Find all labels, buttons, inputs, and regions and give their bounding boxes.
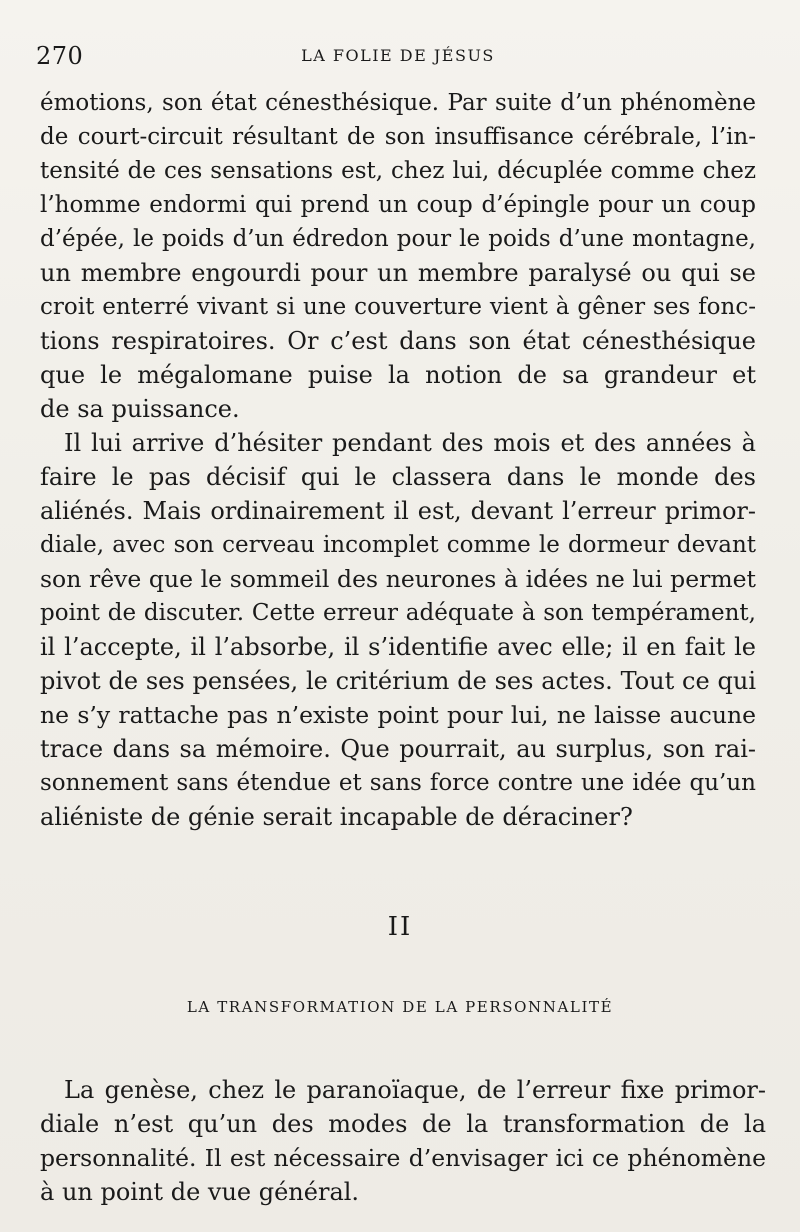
text-line: à un point de vue général. xyxy=(40,1178,360,1206)
text-line: personnalité. Il est nécessaire d’envisager ici ce phénomène xyxy=(40,1144,766,1172)
text-line: tensité de ces sensations est, chez lui, décuplée comme chez xyxy=(40,158,756,184)
body-text-part1 xyxy=(40,86,756,834)
body-text-part2 xyxy=(40,1073,766,1209)
page-header xyxy=(36,42,760,72)
text-line: aliénés. Mais ordinairement il est, devant l’erreur primor- xyxy=(40,497,756,525)
text-line: l’homme endormi qui prend un coup d’épingle pour un coup xyxy=(40,192,756,218)
text-line: que le mégalomane puise la notion de sa grandeur et xyxy=(40,361,756,389)
running-title: LA FOLIE DE JÉSUS xyxy=(301,46,495,65)
text-line: il l’accepte, il l’absorbe, il s’identifie avec elle; il en fait le xyxy=(40,633,756,661)
text-line: émotions, son état cénesthésique. Par suite d’un phénomène xyxy=(40,90,756,116)
text-line: aliéniste de génie serait incapable de déraciner? xyxy=(40,803,633,831)
text-line: point de discuter. Cette erreur adéquate à son tempérament, xyxy=(40,600,756,626)
text-line: faire le pas décisif qui le classera dans le monde des xyxy=(40,463,756,491)
text-line: diale n’est qu’un des modes de la transformation de la xyxy=(40,1110,766,1138)
text-line: un membre engourdi pour un membre paralysé ou qui se xyxy=(40,259,756,287)
text-line: de sa puissance. xyxy=(40,395,240,423)
text-line: diale, avec son cerveau incomplet comme le dormeur devant xyxy=(40,532,756,558)
text-line: son rêve que le sommeil des neurones à idées ne lui permet xyxy=(40,565,756,593)
page-number: 270 xyxy=(36,42,84,70)
text-line: pivot de ses pensées, le critérium de ses actes. Tout ce qui xyxy=(40,667,756,695)
text-line: La genèse, chez le paranoïaque, de l’erreur fixe primor- xyxy=(64,1076,766,1104)
section-title: LA TRANSFORMATION DE LA PERSONNALITÉ xyxy=(186,998,614,1016)
text-line: Il lui arrive d’hésiter pendant des mois et des années à xyxy=(64,429,756,457)
text-line: de court-circuit résultant de son insuffisance cérébrale, l’in- xyxy=(40,124,756,150)
section-number: II xyxy=(387,912,413,942)
text-line: sonnement sans étendue et sans force contre une idée qu’un xyxy=(40,770,756,796)
text-line: tions respiratoires. Or c’est dans son état cénesthésique xyxy=(40,327,756,355)
text-line: croit enterré vivant si une couverture vient à gêner ses fonc- xyxy=(40,294,756,320)
text-line: trace dans sa mémoire. Que pourrait, au surplus, son rai- xyxy=(40,735,756,763)
text-line: d’épée, le poids d’un édredon pour le poids d’une montagne, xyxy=(40,226,756,252)
text-line: ne s’y rattache pas n’existe point pour lui, ne laisse aucune xyxy=(40,701,756,729)
